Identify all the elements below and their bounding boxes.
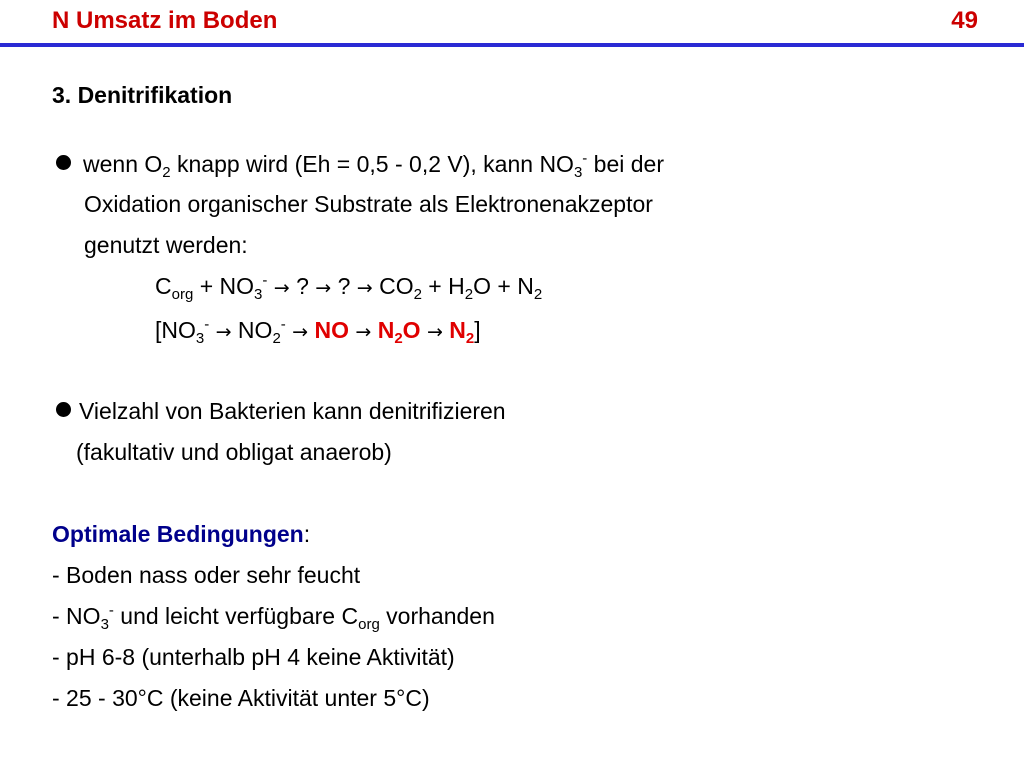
slide-title: N Umsatz im Boden [52, 7, 278, 34]
bullet-dot-icon [56, 155, 71, 170]
conditions-heading: Optimale Bedingungen: [52, 521, 311, 547]
page-number: 49 [951, 7, 978, 34]
equation-overall: $C_{org} + NO_3^-$ → ? → ? → $CO_2 + H_2O + N_2$ [155, 272, 543, 303]
arrow-icon: → [426, 321, 443, 343]
bullet2-line2: (fakultativ und obligat anaerob) [76, 439, 392, 465]
condition-item: - 25 - 30°C (keine Aktivität unter 5°C) [52, 685, 430, 711]
condition-item: - Boden nass oder sehr feucht [52, 562, 361, 588]
arrow-icon: → [356, 277, 373, 299]
equation-pathway: [$NO_3^- \to NO_2^-$ → NO → $N_2O \to N_2$] [155, 316, 481, 347]
section-heading: 3. Denitrifikation [52, 82, 233, 108]
header-divider [0, 43, 1024, 47]
bullet1-line1: wenn $O_2$ knapp wird (Eh = 0,5 - 0,2 V), kann $NO_3^-$ bei der [56, 150, 664, 178]
arrow-icon: → [215, 321, 232, 343]
arrow-icon: → [273, 277, 290, 299]
arrow-icon: → [292, 321, 309, 343]
bullet2-line1: Vielzahl von Bakterien kann denitrifizieren [56, 397, 506, 425]
bullet-dot-icon [56, 402, 71, 417]
bullet1-line3: genutzt werden: [84, 232, 248, 258]
arrow-icon: → [315, 277, 332, 299]
arrow-icon: → [355, 321, 372, 343]
condition-item: - $NO_3^-$ und leicht verfügbare $C_{org}$ vorhanden [52, 602, 495, 633]
bullet1-line2: Oxidation organischer Substrate als Elektronenakzeptor [84, 191, 653, 217]
n2-highlight: $N_2$ [449, 317, 475, 347]
n2o-highlight: $N_2O$ [377, 317, 421, 347]
condition-item: - pH 6-8 (unterhalb pH 4 keine Aktivität) [52, 644, 455, 670]
no-highlight: NO [314, 317, 349, 343]
